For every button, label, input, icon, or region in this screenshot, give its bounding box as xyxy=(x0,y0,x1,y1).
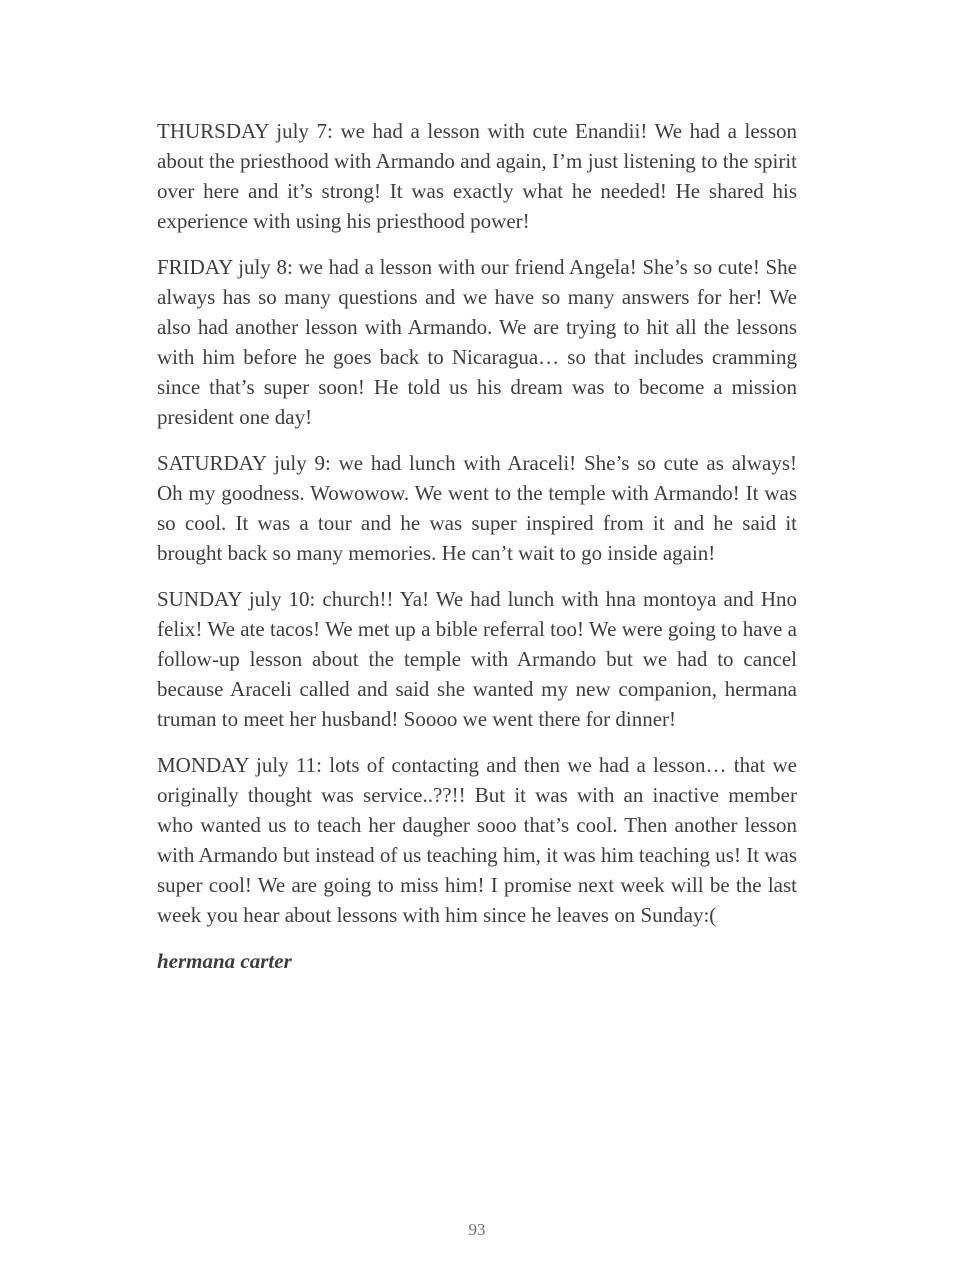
journal-paragraph-saturday-july-9: SATURDAY july 9: we had lunch with Araceli! She’s so cute as always! Oh my goodness. Wowowow. We went to the temple with Armando! It was so cool. It was a tour and he was super inspired from it and he said it brought back so many memories. He can’t wait to go inside again! xyxy=(157,451,797,565)
page-number: 93 xyxy=(468,1220,486,1239)
journal-paragraph-thursday-july-7: THURSDAY july 7: we had a lesson with cute Enandii! We had a lesson about the priesthood with Armando and again, I’m just listening to the spirit over here and it’s strong! It was exactly what he needed! He shared his experience with using his priesthood power! xyxy=(157,119,797,233)
signature: hermana carter xyxy=(157,949,292,973)
journal-paragraph-sunday-july-10: SUNDAY july 10: church!! Ya! We had lunch with hna montoya and Hno felix! We ate tacos! We met up a bible referral too! We were going to have a follow-up lesson about the temple with Armando but we had to cancel because Araceli called and said she wanted my new companion, hermana truman to meet her husband! Soooo we went there for dinner! xyxy=(157,587,797,731)
journal-content xyxy=(157,116,797,992)
journal-paragraph-friday-july-8: FRIDAY july 8: we had a lesson with our friend Angela! She’s so cute! She always has so many questions and we have so many answers for her! We also had another lesson with Armando. We are trying to hit all the lessons with him before he goes back to Nicaragua… so that includes cramming since that’s super soon! He told us his dream was to become a mission president one day! xyxy=(157,255,797,429)
journal-paragraph-monday-july-11: MONDAY july 11: lots of contacting and then we had a lesson… that we originally thought was service..??!! But it was with an inactive member who wanted us to teach her daugher sooo that’s cool. Then another lesson with Armando but instead of us teaching him, it was him teaching us! It was super cool! We are going to miss him! I promise next week will be the last week you hear about lessons with him since he leaves on Sunday:( xyxy=(157,753,797,927)
